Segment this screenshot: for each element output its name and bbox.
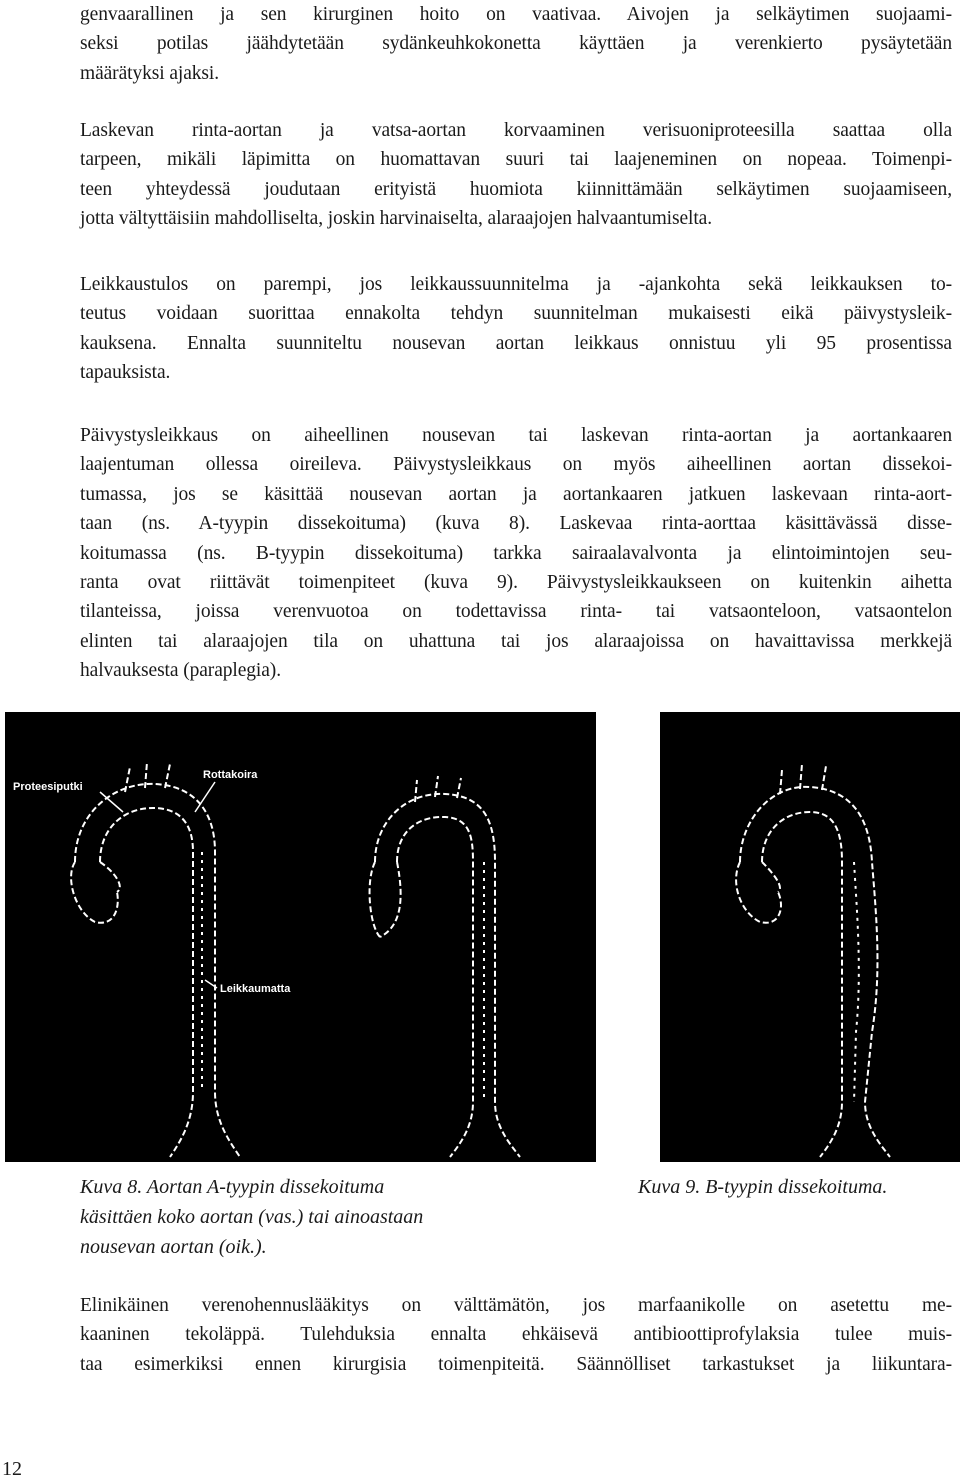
figure-label: Proteesiputki bbox=[13, 781, 83, 793]
text-line: taan (ns. A-tyypin dissekoituma) (kuva 8). Laskevaa rinta-aorttaa käsittävässä disse- bbox=[80, 513, 952, 535]
text-line: kaaninen tekoläppä. Tulehduksia ennalta ehkäisevä antibioottiprofylaksia tulee muis- bbox=[80, 1324, 952, 1346]
paragraph-2 bbox=[80, 116, 952, 234]
paragraph-1 bbox=[80, 0, 952, 88]
text-line: ranta ovat riittävät toimenpiteet (kuva 9). Päivystysleikkaukseen on kuitenkin aihetta bbox=[80, 572, 952, 594]
text-line: tarpeen, mikäli läpimitta on huomattavan suuri tai laajeneminen on nopeaa. Toimenpi- bbox=[80, 149, 952, 171]
page-number: 12 bbox=[2, 1458, 22, 1480]
text-line: teutus voidaan suorittaa ennakolta tehdyn suunnitelman mukaisesti eikä päivystysleik- bbox=[80, 303, 952, 325]
text-line: Elinikäinen verenohennuslääkitys on välttämätön, jos marfaanikolle on asetettu me- bbox=[80, 1295, 952, 1316]
figure-label: Rottakoira bbox=[203, 769, 258, 781]
text-line: teen yhteydessä joudutaan erityistä huomiota kiinnittämään selkäytimen suojaamiseen, bbox=[80, 178, 952, 200]
text-line: laajentuman ollessa oireileva. Päivystysleikkaus on myös aiheellinen aortan dissekoi- bbox=[80, 454, 952, 476]
figure-8-caption bbox=[80, 1172, 423, 1262]
text-line: tilanteissa, joissa verenvuotoa on todettavissa rinta- tai vatsaonteloon, vatsaontelon bbox=[80, 601, 952, 623]
figure-label: Leikkaumatta bbox=[220, 983, 291, 995]
figure-9-drawing bbox=[660, 712, 960, 1162]
text-line: halvauksesta (paraplegia). bbox=[80, 660, 281, 682]
text-line: jotta vältyttäisiin mahdolliselta, joskin harvinaiselta, alaraajojen halvaantumiselta. bbox=[80, 208, 713, 230]
aorta-middle bbox=[370, 776, 520, 1157]
text-line: tapauksista. bbox=[80, 362, 171, 384]
aorta-b-type bbox=[736, 764, 890, 1157]
figure-8-labels bbox=[13, 769, 291, 995]
text-line: määrätyksi ajaksi. bbox=[80, 62, 219, 84]
label-pointer bbox=[100, 792, 123, 812]
text-line: Päivystysleikkaus on aiheellinen nousevan tai laskevan rinta-aortan ja aortankaaren bbox=[80, 425, 952, 446]
figure-9-caption bbox=[638, 1172, 887, 1202]
text-line: genvaarallinen ja sen kirurginen hoito on vaativaa. Aivojen ja selkäytimen suojaami- bbox=[80, 4, 952, 25]
caption-line: käsittäen koko aortan (vas.) tai ainoastaan bbox=[80, 1206, 424, 1228]
text-line: elinten tai alaraajojen tila on uhattuna tai jos alaraajoissa on havaittavissa merkkejä bbox=[80, 630, 952, 652]
text-line: koitumassa (ns. B-tyypin dissekoituma) tarkka sairaalavalvonta ja elintoimintojen seu- bbox=[80, 542, 952, 564]
text-line: tumassa, jos se käsittää nousevan aortan ja aortankaaren jatkuen laskevaan rinta-aort- bbox=[80, 483, 952, 505]
text-line: Laskevan rinta-aortan ja vatsa-aortan korvaaminen verisuoniproteesilla saattaa olla bbox=[80, 120, 952, 141]
paragraph-3 bbox=[80, 270, 952, 388]
text-line: kauksena. Ennalta suunniteltu nousevan aortan leikkaus onnistuu yli 95 prosentissa bbox=[80, 332, 952, 354]
text-line: taa esimerkiksi ennen kirurgisia toimenpiteitä. Säännölliset tarkastukset ja liikuntara- bbox=[80, 1353, 952, 1375]
label-pointer bbox=[195, 782, 215, 812]
caption-line: nousevan aortan (oik.). bbox=[80, 1236, 267, 1258]
paragraph-4 bbox=[80, 421, 952, 686]
figure-8-drawing bbox=[5, 712, 596, 1162]
text-line: seksi potilas jäähdytetään sydänkeuhkokonetta käyttäen ja verenkierto pysäytetään bbox=[80, 33, 952, 55]
paragraph-5 bbox=[80, 1291, 952, 1379]
aorta-left bbox=[71, 762, 240, 1157]
text-line: Leikkaustulos on parempi, jos leikkaussuunnitelma ja -ajankohta sekä leikkauksen to- bbox=[80, 274, 952, 295]
caption-line: Kuva 8. Aortan A-tyypin dissekoituma bbox=[80, 1176, 385, 1198]
caption-line: Kuva 9. B-tyypin dissekoituma. bbox=[638, 1176, 888, 1198]
figure-9-aorta-diagram bbox=[660, 712, 960, 1162]
figure-8-aorta-diagram bbox=[5, 712, 596, 1162]
